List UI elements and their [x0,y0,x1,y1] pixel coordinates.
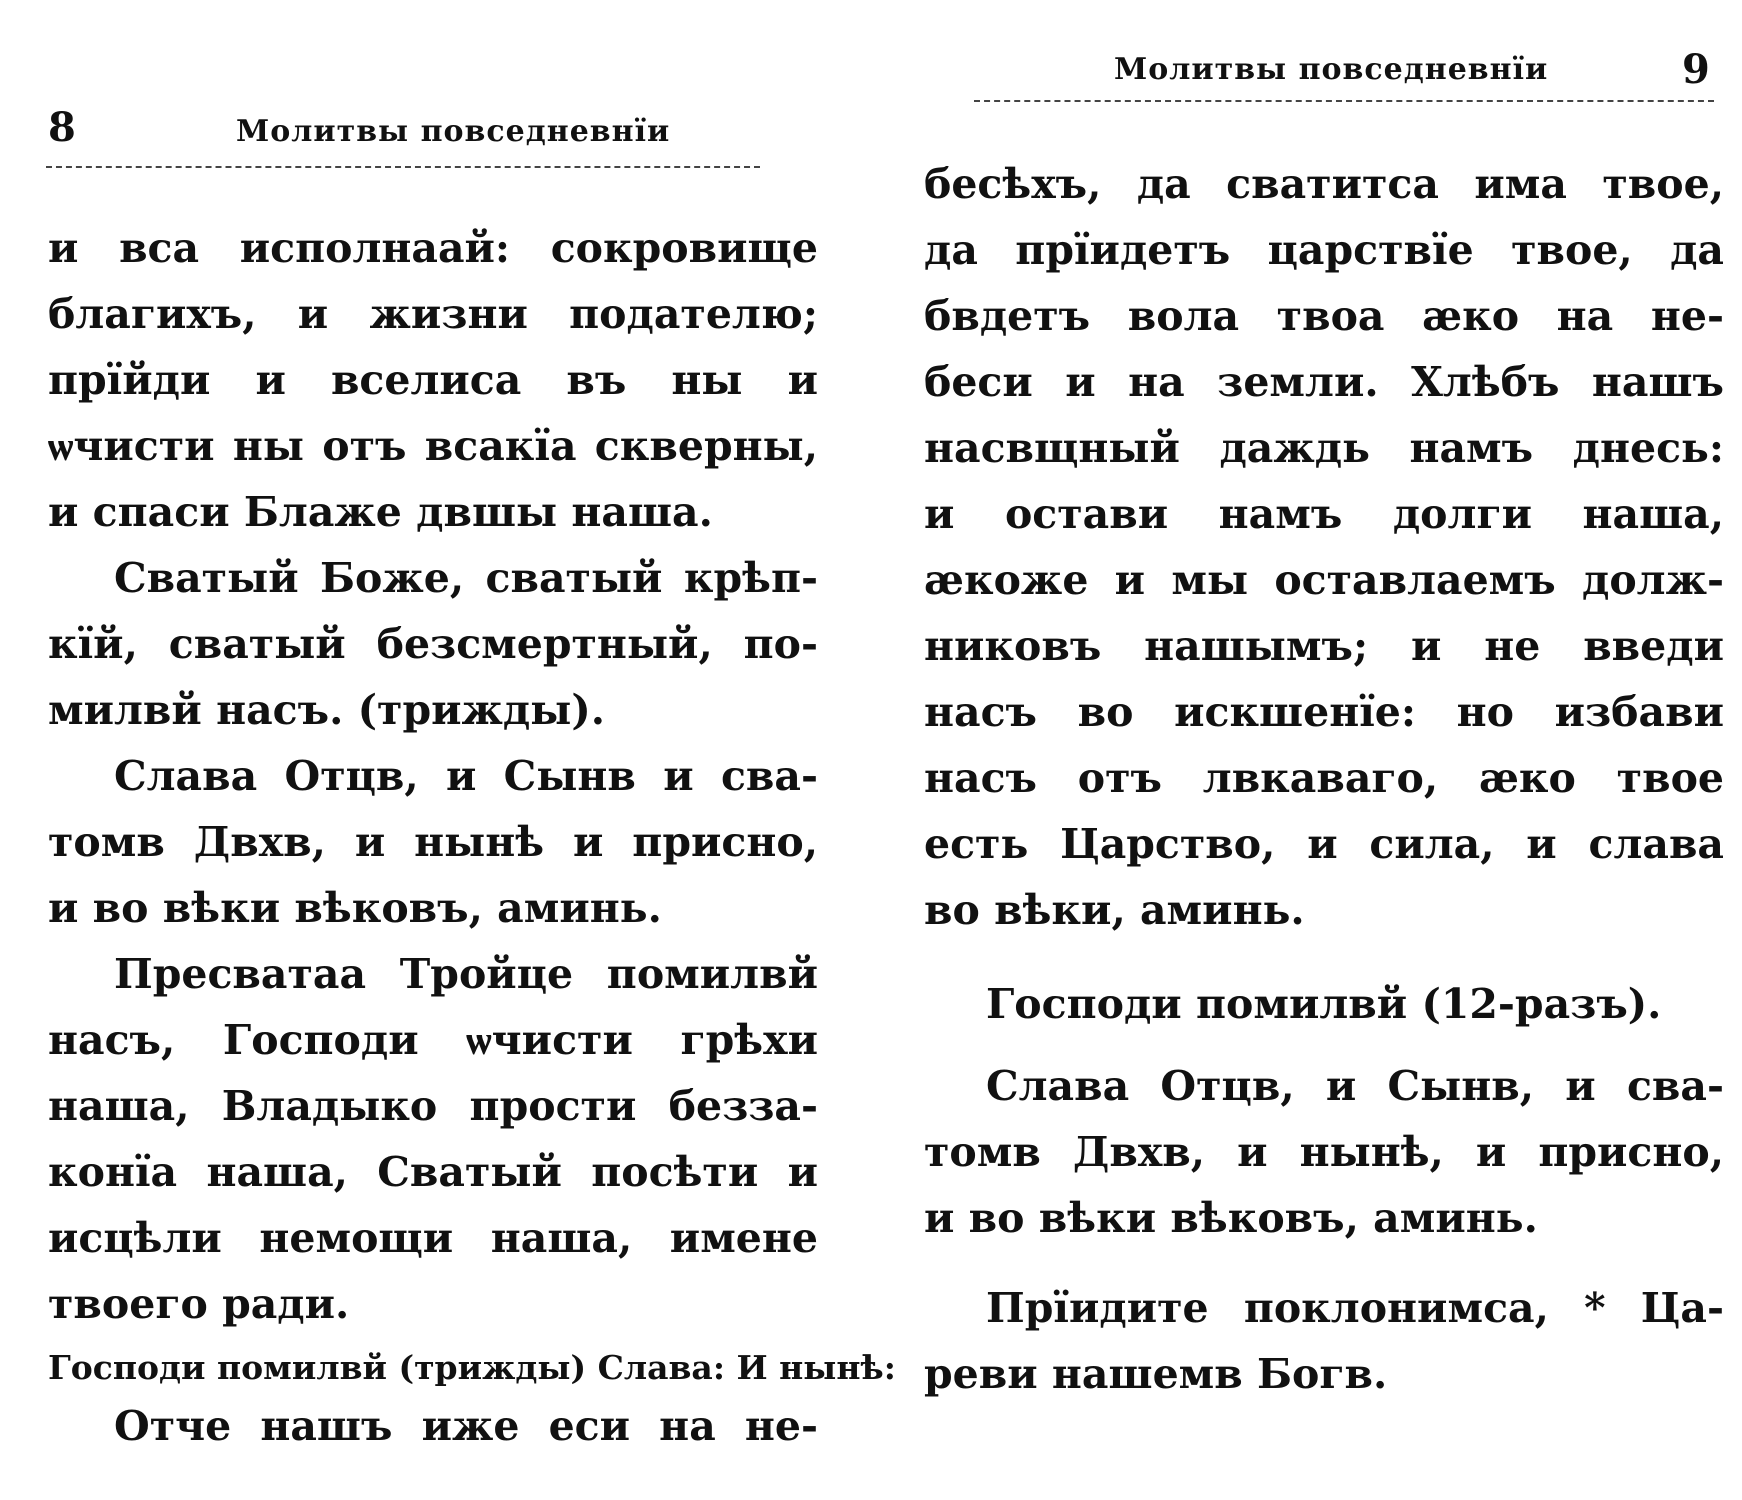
text-line: прїйди и вселиса въ ны и [48,356,818,404]
running-title: Молитвы повседневнїи [1114,52,1549,87]
text-line: реви нашемв Богв. [924,1350,1388,1398]
text-line: томв Двхв, и нынѣ и присно, [48,818,818,866]
text-line: и вса исполнаай: сокровище [48,224,818,272]
text-line: и остави намъ долги наша, [924,490,1724,538]
text-line: насъ во искшенїе: но избави [924,688,1724,736]
text-line-small: Господи помилвй (трижды) Слава: И нынѣ: [48,1348,896,1387]
text-line: исцѣли немощи наша, имене [48,1214,818,1262]
text-line: во вѣки, аминь. [924,886,1305,934]
page-number: 8 [48,104,76,151]
header-rule [46,166,760,168]
text-line: насъ отъ лвкаваго, ӕко твое [924,754,1724,802]
text-line: конїа наша, Сватый посѣти и [48,1148,818,1196]
text-line: Отче нашъ иже еси на не- [114,1402,818,1450]
text-line: есть Царство, и сила, и слава [924,820,1724,868]
text-line: никовъ нашымъ; и не введи [924,622,1724,670]
text-line: твоего ради. [48,1280,350,1328]
text-line: бесѣхъ, да сватитса има твое, [924,160,1724,208]
running-title: Молитвы повседневнїи [236,114,671,149]
text-line: Прїидите поклонимса, * Ца- [986,1284,1724,1332]
text-line: и спаси Блаже двшы наша. [48,488,713,536]
text-line: Слава Отцв, и Сынв и сва- [114,752,818,800]
text-line: да прїидетъ царствїе твое, да [924,226,1724,274]
text-line: и во вѣки вѣковъ, аминь. [924,1194,1538,1242]
text-line: Сватый Боже, сватый крѣп- [114,554,818,602]
text-line: томв Двхв, и нынѣ, и присно, [924,1128,1724,1176]
text-line: беси и на земли. Хлѣбъ нашъ [924,358,1724,406]
right-page [900,0,1742,1500]
header-rule [974,100,1714,102]
text-line: благихъ, и жизни подателю; [48,290,818,338]
text-line: бвдетъ вола твоа ӕко на не- [924,292,1724,340]
text-line: Господи помилвй (12-разъ). [986,980,1662,1028]
text-line: насвщный даждь намъ днесь: [924,424,1724,472]
text-line: насъ, Господи ѡчисти грѣхи [48,1016,818,1064]
text-line: ӕкоже и мы оставлаемъ долж- [924,556,1724,604]
page-number: 9 [1682,46,1710,93]
text-line: Пресватаа Тройце помилвй [114,950,818,998]
text-line: кїй, сватый безсмертный, по- [48,620,818,668]
text-line: наша, Владыко прости безза- [48,1082,818,1130]
text-line: Слава Отцв, и Сынв, и сва- [986,1062,1724,1110]
text-line: ѡчисти ны отъ всакїа скверны, [48,422,818,470]
text-line: и во вѣки вѣковъ, аминь. [48,884,662,932]
text-line: милвй насъ. (трижды). [48,686,606,734]
